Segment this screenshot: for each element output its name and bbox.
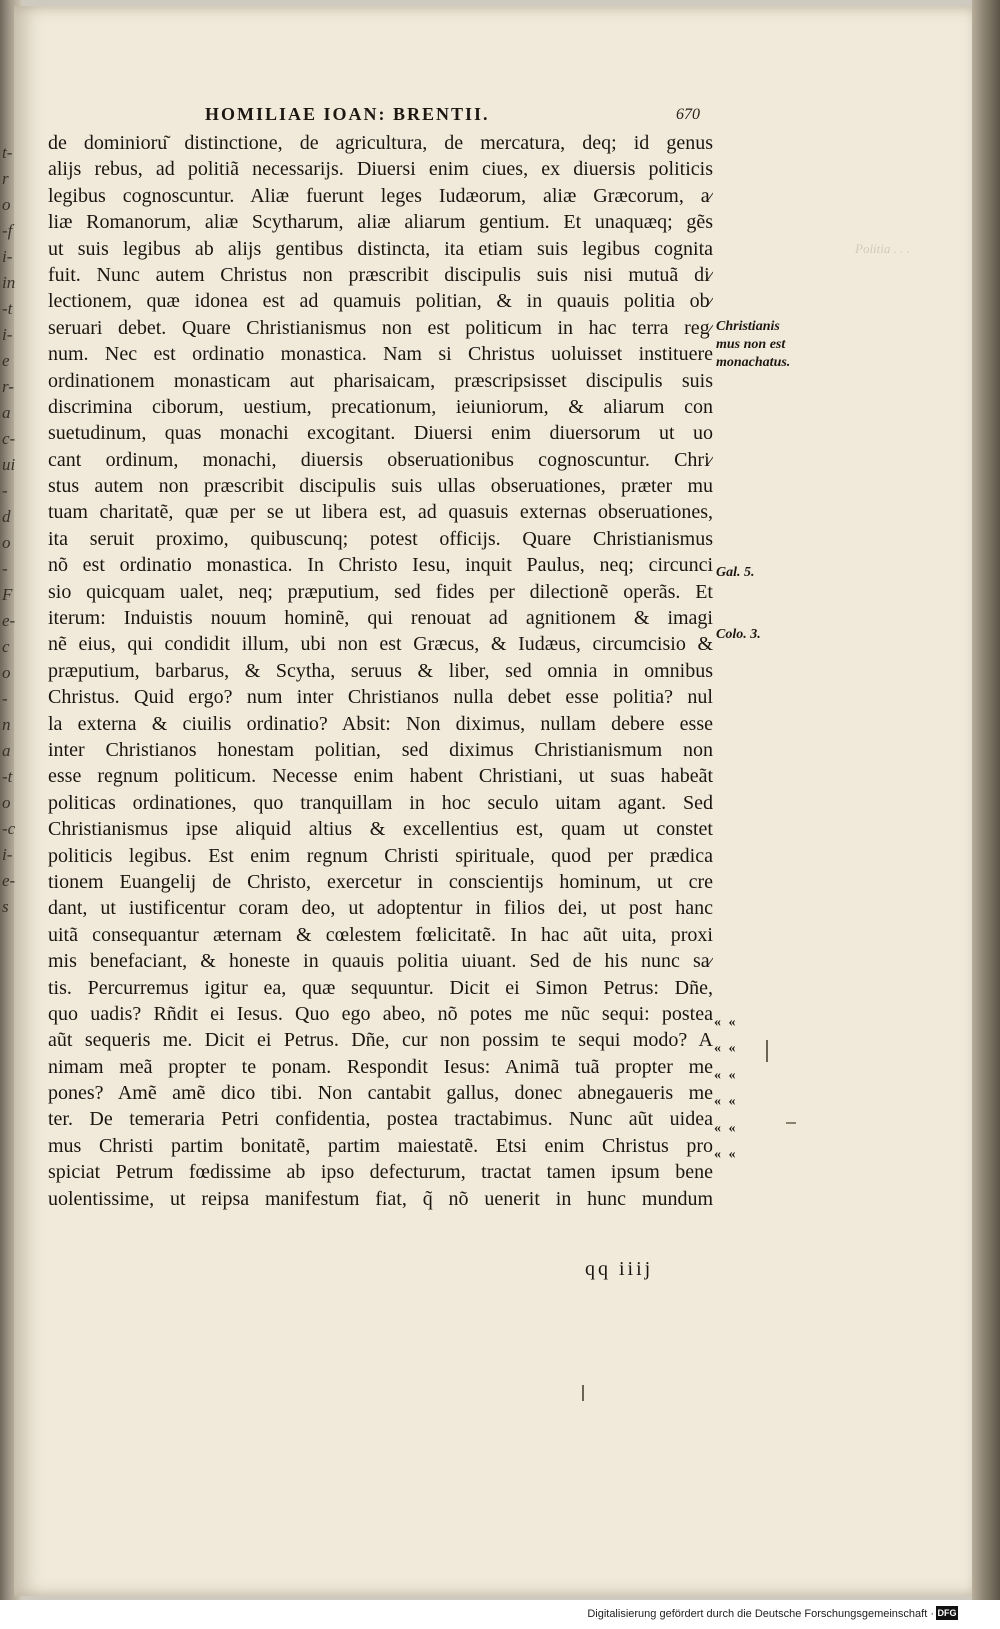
book-fore-edge [972, 0, 1000, 1600]
text-line: aliјs rebus, ad politiã necessarijs. Diuersi enim ciues, ex diuersis politicis [48, 158, 713, 181]
text-line: mus Christi partim bonitatẽ, partim maiestatẽ. Etsi enim Christus pro [48, 1134, 713, 1157]
text-line: Christus. Quid ergo? num inter Christianos nulla debet esse politia? nul [48, 686, 713, 709]
folio-number: 670 [676, 106, 700, 123]
marginal-line: Colo. 3. [716, 627, 761, 642]
text-line: stus autem non præscribit discipulis suis ullas obseruationes, præter mu [48, 475, 713, 498]
text-line: politicis legibus. Est enim regnum Christi spirituale, quod per prædica [48, 844, 713, 867]
quote-mark: « « [714, 1120, 738, 1136]
text-line: esse regnum politicum. Necesse enim habent Christiani, ut suas habeãt [48, 765, 713, 788]
text-line: aũt sequeris me. Dicit ei Petrus. Dñe, cur non possim te sequi modo? A [48, 1029, 713, 1052]
quote-mark: « « [714, 1067, 738, 1083]
text-line: nimam meã propter te ponam. Respondit Iesus: Animã tuã propter me [48, 1055, 713, 1078]
quote-mark: « « [714, 1094, 738, 1110]
text-line: suetudinum, quas monachi excogitant. Diuersi enim diuersorum ut uo [48, 422, 713, 445]
text-line: Christianismus ipse aliquid altius & excellentius est, quam ut constet [48, 818, 713, 841]
text-line: uolentissime, ut reipsa manifestum fiat, q̃ nõ uenerit in hunc mundum [48, 1187, 713, 1210]
text-line: iterum: Induistis nouum hominẽ, qui renouat ad agnitionem & imagi [48, 607, 713, 630]
text-line: num. Nec est ordinatio monastica. Nam si Christus uoluisset instituere [48, 343, 713, 366]
marginal-line: Christianis [716, 319, 780, 334]
running-head: HOMILIAE IOAN: BRENTII. [205, 104, 490, 124]
text-line: spiciat Petrum fœdissime ab ipso defecturum, tractat tamen ipsum bene [48, 1161, 713, 1184]
text-line: ut suis legibus ab alijs gentibus distincta, ita etiam suis legibus cognita [48, 237, 713, 260]
text-line: legibus cognoscuntur. Aliæ fuerunt leges Iudæorum, aliæ Græcorum, a⁄ [48, 184, 713, 207]
text-line: fuit. Nunc autem Christus non præscribit discipulis suis nisi mutuã di⁄ [48, 263, 713, 286]
text-line: sio quicquam ualet, neq; præputium, sed fides per dilectionẽ operãs. Et [48, 580, 713, 603]
quote-mark: « « [714, 1041, 738, 1057]
marginal-note-gal [716, 564, 755, 582]
quotation-marks-column [714, 1010, 744, 1168]
dfg-credit-text: Digitalisierung gefördert durch die Deutsche Forschungsgemeinschaft · [587, 1608, 934, 1620]
gutter-show-through-text: t-ro-fi-in-ti-er-ac-ui-do-Fe-co-na-to-ci-e-s [2, 143, 16, 916]
ink-mark [766, 1040, 768, 1062]
marginal-line: monachatus. [716, 355, 791, 370]
marginal-note-christianismus [716, 318, 790, 372]
text-line: politicas ordinationes, quo tranquillam in hoc seculo uitam agant. Sed [48, 791, 713, 814]
text-line: inter Christianos honestam politian, sed diximus Christianismum non [48, 738, 713, 761]
text-line: liæ Romanorum, aliæ Scytharum, aliæ aliarum gentium. Et unaquæq; gẽs [48, 211, 713, 234]
marginal-note-colo [716, 626, 761, 644]
text-line: ordinationem monasticam aut pharisaicam, præscripsisset discipulis suis [48, 369, 713, 392]
ink-smudge [786, 1122, 796, 1124]
quote-mark: « « [714, 1015, 738, 1030]
dfg-logo: DFG [937, 1608, 957, 1618]
text-line: discrimina ciborum, uestium, precationum, ieiuniorum, & aliarum con [48, 395, 713, 418]
text-line: nẽ eius, qui condidit illum, ubi non est Græcus, & Iudæus, circumcisio & [48, 633, 713, 656]
bleed-through-text: Politia . . . [855, 241, 910, 256]
text-line: uitã consequantur æternam & cœlestem fœlicitatẽ. In hac aũt uita, proxi [48, 923, 713, 946]
text-line: la externa & ciuilis ordinatio? Absit: Non diximus, nullam debere esse [48, 712, 713, 735]
text-line: dant, ut iustificentur coram deo, ut adoptentur in filios dei, ut post hanc [48, 897, 713, 920]
quote-mark: « « [714, 1147, 738, 1163]
marginal-line: Gal. 5. [716, 565, 755, 580]
text-line: præputium, barbarus, & Scytha, seruus & liber, sed omnia in omnibus [48, 659, 713, 682]
text-line: cant ordinum, monachi, diuersis obseruationibus cognoscuntur. Chri⁄ [48, 448, 713, 471]
text-line: de dominioru͂ distinctione, de agricultura, de mercatura, deq; id genus [48, 132, 713, 154]
text-line: ita seruit proximo, quibuscunq; potest officijs. Quare Christianismus [48, 527, 713, 550]
text-line: nõ est ordinatio monastica. In Christo Iesu, inquit Paulus, neq; circunci [48, 554, 713, 577]
text-line: tuam charitatẽ, quæ per se ut libera est, ad quasuis externas obseruationes, [48, 501, 713, 524]
text-line: lectionem, quæ idonea est ad quamuis politian, & in quauis politia ob⁄ [48, 290, 713, 313]
ink-mark [582, 1385, 584, 1401]
text-line: ter. De temeraria Petri confidentia, postea tractabimus. Nunc aũt uidea [48, 1108, 713, 1131]
text-line: seruari debet. Quare Christianismus non est politicum in hac terra reg⁄ [48, 316, 713, 339]
text-line: quo uadis? Rñdit ei Iesus. Quo ego abeo, nõ potes me nũc sequi: postea [48, 1002, 713, 1025]
text-line: tis. Percurremus igitur ea, quæ sequuntur. Dicit ei Simon Petrus: Dñe, [48, 976, 713, 999]
text-line: tionem Euangelij de Christo, exercetur in conscientijs hominum, ut cre [48, 870, 713, 893]
marginal-line: mus non est [716, 337, 786, 352]
main-text-block [48, 130, 713, 1212]
text-line: pones? Amẽ amẽ dico tibi. Non cantabit gallus, donec abnegaueris me [48, 1082, 713, 1105]
text-line: mis benefaciant, & honeste in quauis politia uiuant. Sed de his nunc sa⁄ [48, 950, 713, 973]
signature-mark: qq iiij [585, 1258, 654, 1280]
